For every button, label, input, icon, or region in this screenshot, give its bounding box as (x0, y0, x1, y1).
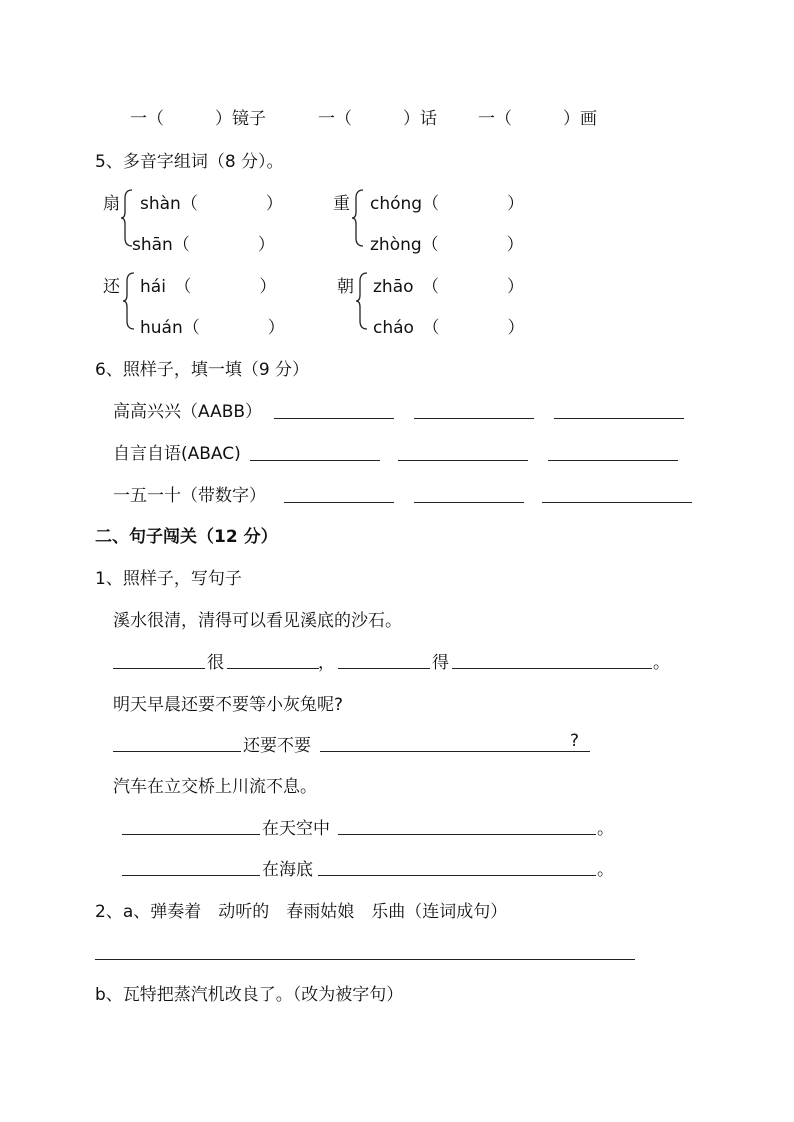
reading-chao: cháo （ ） (373, 318, 525, 338)
fill-period: 。 (653, 653, 670, 673)
answer-line[interactable] (227, 668, 319, 669)
answer-line[interactable] (338, 834, 596, 835)
reading-zhao: zhāo （ ） (373, 277, 525, 297)
polyphone-char-zhong: 重 (333, 194, 350, 214)
example-sentence-1: 溪水很清，清得可以看见溪底的沙石。 (113, 611, 402, 631)
reading-huan: huán（ ） (140, 318, 285, 338)
left-brace-icon (355, 271, 369, 331)
measure-word-item-1: 一（ ）镜子 (130, 109, 266, 129)
measure-word-item-2: 一（ ）话 (318, 109, 437, 129)
reading-shan-1: shān（ ） (132, 235, 275, 255)
example-sentence-2: 明天早晨还要不要等小灰兔呢? (113, 695, 344, 715)
answer-line[interactable] (398, 460, 528, 461)
reading-shan-4: shàn（ ） (140, 194, 283, 214)
fill-period: 。 (597, 860, 614, 880)
measure-word-item-3: 一（ ）画 (478, 109, 597, 129)
answer-line[interactable] (122, 875, 260, 876)
polyphone-char-shan: 扇 (103, 194, 120, 214)
fill-comma: ， (318, 653, 335, 673)
fill-word-sea: 在海底 (262, 860, 313, 880)
answer-line[interactable] (122, 834, 260, 835)
reading-chong: chóng（ ） (370, 194, 525, 214)
answer-line[interactable] (452, 668, 652, 669)
answer-line[interactable] (250, 460, 380, 461)
answer-line[interactable] (548, 460, 678, 461)
answer-line[interactable] (542, 502, 692, 503)
answer-line[interactable] (338, 668, 430, 669)
s2-q2a-prompt: 2、a、弹奏着 动听的 春雨姑娘 乐曲（连词成句） (95, 902, 508, 922)
q6-title: 6、照样子，填一填（9 分） (95, 360, 310, 380)
pattern-aabb-label: 高高兴兴（AABB） (113, 402, 263, 422)
reading-zhong: zhòng（ ） (370, 235, 524, 255)
fill-word-de: 得 (432, 653, 449, 673)
answer-line[interactable] (284, 502, 394, 503)
pattern-number-label: 一五一十（带数字） (113, 486, 266, 506)
s2-q2b-prompt: b、瓦特把蒸汽机改良了。（改为被字句） (95, 985, 404, 1005)
left-brace-icon (351, 188, 365, 248)
fill-word-haiyaobuyao: 还要不要 (243, 736, 311, 756)
reading-hai: hái （ ） (140, 277, 277, 297)
fill-word-hen: 很 (207, 653, 224, 673)
answer-line[interactable] (414, 418, 534, 419)
answer-line[interactable] (414, 502, 524, 503)
answer-line[interactable] (274, 418, 394, 419)
pattern-abac-label: 自言自语(ABAC) (113, 444, 241, 464)
answer-line[interactable] (113, 668, 205, 669)
fill-word-sky: 在天空中 (262, 819, 330, 839)
q5-title: 5、多音字组词（8 分）。 (95, 152, 284, 172)
answer-line[interactable] (554, 418, 684, 419)
s2-q1-title: 1、照样子，写句子 (95, 569, 242, 589)
polyphone-char-chao: 朝 (337, 277, 354, 297)
section2-title: 二、句子闯关（12 分） (95, 527, 278, 547)
fill-period: 。 (597, 819, 614, 839)
answer-line[interactable] (318, 875, 596, 876)
left-brace-icon (122, 271, 136, 331)
answer-line[interactable] (113, 751, 241, 752)
answer-line[interactable] (320, 751, 590, 752)
answer-line[interactable] (95, 959, 635, 960)
fill-question-mark: ? (570, 731, 580, 751)
example-sentence-3: 汽车在立交桥上川流不息。 (113, 777, 317, 797)
polyphone-char-huan: 还 (103, 277, 120, 297)
